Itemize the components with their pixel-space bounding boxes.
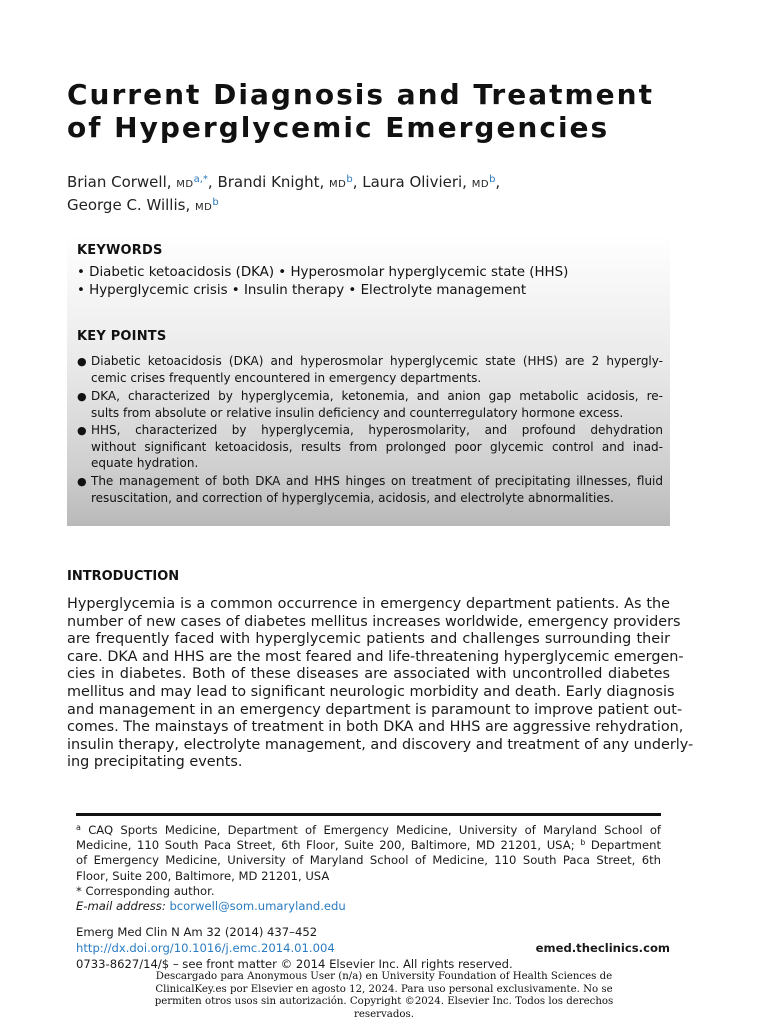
affiliation-footnote <box>76 823 661 914</box>
key-points-heading: KEY POINTS <box>77 329 167 344</box>
paragraph-line: ing precipitating events. <box>67 754 243 771</box>
paragraph-line: mellitus and may lead to significant neurologic morbidity and death. Early diagnosis <box>67 683 675 700</box>
author-list <box>67 172 687 218</box>
paragraph-line: cies in diabetes. Both of these diseases are associated with uncontrolled diabetes <box>67 666 670 683</box>
author-line-2 <box>67 195 687 218</box>
affiliation-mark[interactable]: b <box>346 174 353 185</box>
author-separator: , <box>495 173 501 191</box>
author-degree: MD <box>176 179 194 190</box>
bullet-icon: ● <box>77 424 87 437</box>
key-point-4 <box>91 473 663 506</box>
issn-copyright: 0733-8627/14/$ – see front matter © 2014 Elsevier Inc. All rights reserved. <box>76 957 513 971</box>
introduction-paragraph <box>67 596 694 772</box>
key-point-line: HHS, characterized by hyperglycemia, hyperosmolarity, and profound dehydration <box>91 423 663 437</box>
key-point-2 <box>91 388 663 421</box>
key-point-line: equate hydration. <box>91 456 199 470</box>
affiliation-mark[interactable]: b <box>489 174 496 185</box>
footnote-line: Floor, Suite 200, Baltimore, MD 21201, USA <box>76 868 330 883</box>
affiliation-mark[interactable]: b <box>212 197 219 208</box>
key-point-line: resuscitation, and correction of hyperglycemia, acidosis, and electrolyte abnormalities. <box>91 490 614 505</box>
email-link[interactable]: bcorwell@som.umaryland.edu <box>169 899 346 914</box>
email-label: E-mail address: <box>76 899 166 914</box>
bullet-icon: ● <box>77 475 87 488</box>
title-line-2: of Hyperglycemic Emergencies <box>67 111 610 144</box>
bullet-icon: ● <box>77 355 87 368</box>
section-heading: INTRODUCTION <box>67 569 180 584</box>
download-notice <box>150 971 618 1021</box>
paragraph-line: insulin therapy, electrolyte management, and discovery and treatment of any underly- <box>67 736 694 753</box>
key-point-line: DKA, characterized by hyperglycemia, ketonemia, and anion gap metabolic acidosis, re- <box>91 389 663 403</box>
doi-link[interactable]: http://dx.doi.org/10.1016/j.emc.2014.01.004 <box>76 941 335 955</box>
key-point-line: without significant ketoacidosis, results from prolonged poor glycemic control and inad- <box>91 439 663 454</box>
article-title <box>67 78 707 144</box>
journal-citation: Emerg Med Clin N Am 32 (2014) 437–452 <box>76 925 318 939</box>
paragraph-line: comes. The mainstays of treatment in both DKA and HHS are aggressive rehydration, <box>67 719 684 736</box>
summary-box <box>67 235 670 526</box>
key-point-line: cemic crises frequently encountered in emergency departments. <box>91 370 482 385</box>
footnote-line: of Emergency Medicine, University of Maryland School of Medicine, 110 South Paca Street, 6th <box>76 853 661 868</box>
download-notice-line: permiten otros usos sin autorización. Copyright ©2024. Elsevier Inc. Todos los derechos <box>154 996 614 1008</box>
citation-block <box>76 924 670 972</box>
author-name: George C. Willis, <box>67 196 195 214</box>
corresponding-author-note: * Corresponding author. <box>76 883 215 898</box>
keywords-heading: KEYWORDS <box>77 243 163 258</box>
key-point-line: sults from absolute or relative insulin deficiency and counterregulatory hormone excess. <box>91 405 624 420</box>
paragraph-line: Hyperglycemia is a common occurrence in emergency department patients. As the <box>67 596 670 612</box>
footnote-line: Medicine, 110 South Paca Street, 6th Floor, Suite 200, Baltimore, MD 21201, USA; $^b$ Department <box>76 838 662 853</box>
author-degree: MD <box>329 179 347 190</box>
footnote-line: $^a$ CAQ Sports Medicine, Department of Emergency Medicine, University of Maryland School of <box>76 823 662 837</box>
bullet-icon: ● <box>77 390 87 403</box>
author-name: , Brandi Knight, <box>207 173 330 191</box>
author-degree: MD <box>194 202 213 213</box>
title-line-1: Current Diagnosis and Treatment <box>67 78 654 111</box>
download-notice-line: ClinicalKey.es por Elsevier en agosto 12, 2024. Para uso personal exclusivamente. No se <box>155 983 613 995</box>
paragraph-line: and management in an emergency department is paramount to improve patient out- <box>67 701 683 718</box>
keywords-line-2: • Hyperglycemic crisis • Insulin therapy • Electrolyte management <box>77 283 527 298</box>
paragraph-line: are frequently faced with hyperglycemic patients and challenges surrounding their <box>67 631 670 648</box>
affiliation-mark: a <box>76 823 81 832</box>
key-point-1 <box>91 353 663 386</box>
download-notice-line: reservados. <box>354 1008 414 1020</box>
keywords-line-1: • Diabetic ketoacidosis (DKA) • Hyperosmolar hyperglycemic state (HHS) <box>77 265 569 280</box>
author-line-1 <box>67 172 687 195</box>
key-point-3 <box>91 422 663 472</box>
affiliation-mark[interactable]: a,* <box>193 174 208 185</box>
author-name: , Laura Olivieri, <box>352 173 472 191</box>
download-notice-line: Descargado para Anonymous User (n/a) en University Foundation of Health Sciences de <box>155 971 613 982</box>
author-name: Brian Corwell, <box>67 173 177 191</box>
key-point-line: The management of both DKA and HHS hinges on treatment of precipitating illnesses, fluid <box>91 474 663 488</box>
footnote-divider <box>76 813 661 816</box>
author-degree: MD <box>471 179 490 190</box>
key-point-line: Diabetic ketoacidosis (DKA) and hyperosmolar hyperglycemic state (HHS) are 2 hypergly- <box>91 354 663 368</box>
paragraph-line: care. DKA and HHS are the most feared and life-threatening hyperglycemic emergen- <box>67 648 684 665</box>
journal-site[interactable]: emed.theclinics.com <box>535 941 670 955</box>
affiliation-mark: b <box>580 838 586 848</box>
paragraph-line: number of new cases of diabetes mellitus increases worldwide, emergency providers <box>67 613 681 630</box>
email-line <box>76 899 661 914</box>
